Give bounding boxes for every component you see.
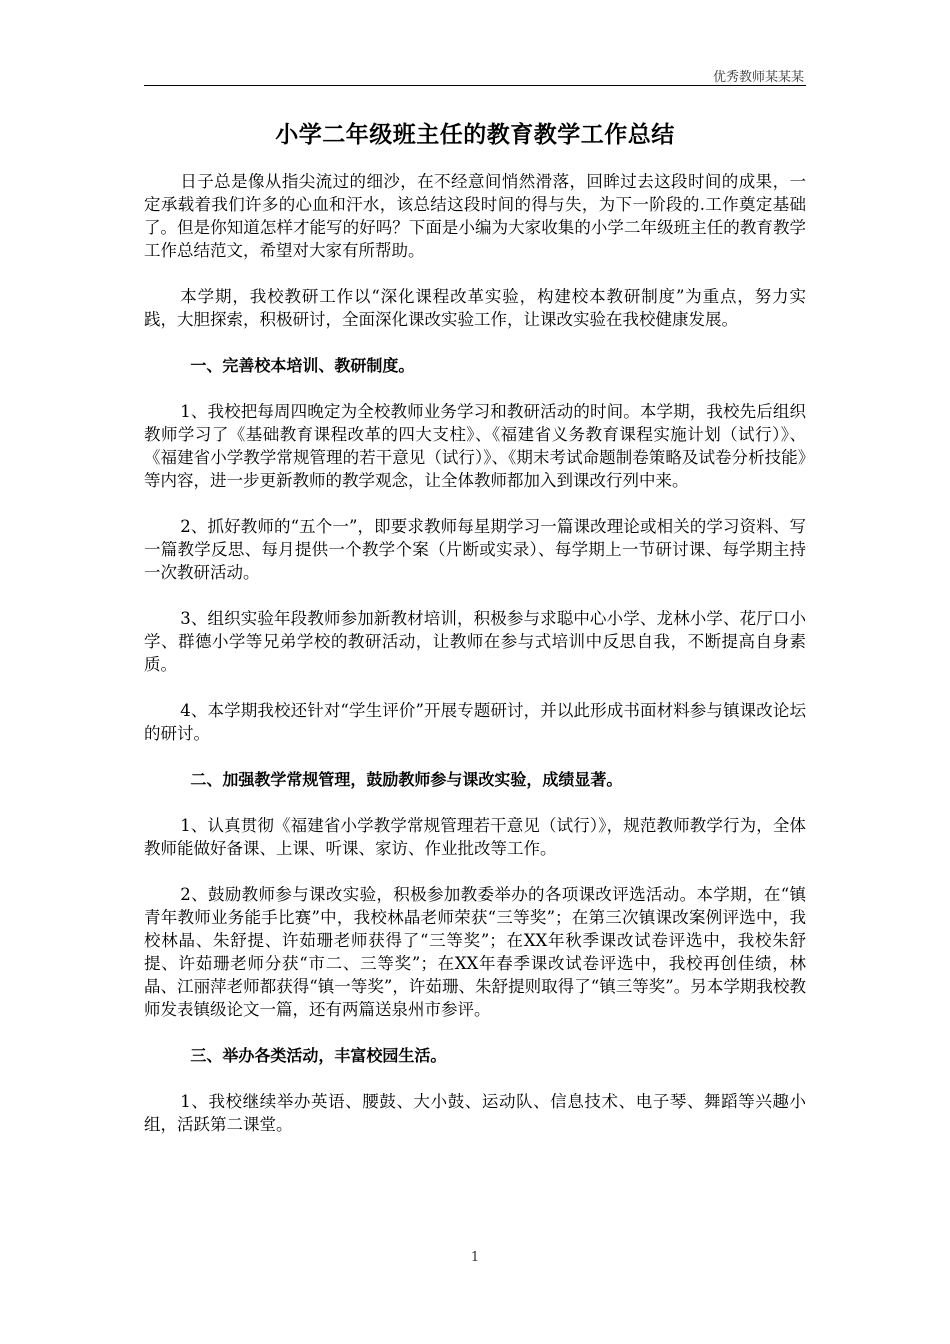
section-heading: 二、加强教学常规管理，鼓励教师参与课改实验，成绩显著。 <box>190 770 623 789</box>
body-paragraph: 3、组织实验年段教师参加新教材培训，积极参与求聪中心小学、龙林小学、花厅口小学、群德小学等兄弟学校的教研活动，让教师在参与式培训中反思自我，不断提高自身素质。 <box>144 609 806 674</box>
header-divider <box>144 85 806 86</box>
body-paragraph: 1、我校继续举办英语、腰鼓、大小鼓、运动队、信息技术、电子琴、舞蹈等兴趣小组，活跃第二课堂。 <box>144 1092 806 1134</box>
body-paragraph: 2、抓好教师的“五个一”，即要求教师每星期学习一篇课改理论或相关的学习资料、写一篇教学反思、每月提供一个教学个案（片断或实录）、每学期上一节研讨课、每学期主持一次教研活动。 <box>144 517 806 582</box>
document-body <box>144 170 806 1159</box>
section-heading: 一、完善校本培训、教研制度。 <box>190 356 415 375</box>
body-paragraph: 1、我校把每周四晚定为全校教师业务学习和教研活动的时间。本学期，我校先后组织教师学习了《基础教育课程改革的四大支柱》、《福建省义务教育课程实施计划（试行）》、《福建省小学教学常规管理的若干意见（试行）》、《期末考试命题制卷策略及试卷分析技能》等内容，进一步更新教师的教学观念，让全体教师都加入到课改行列中来。 <box>144 402 806 490</box>
page-number: 1 <box>470 1250 480 1265</box>
lead-paragraph: 本学期，我校教研工作以“深化课程改革实验，构建校本教研制度”为重点，努力实践，大胆探索，积极研讨，全面深化课改实验工作，让课改实验在我校健康发展。 <box>144 287 806 329</box>
body-paragraph: 1、认真贯彻《福建省小学教学常规管理若干意见（试行）》，规范教师教学行为，全体教师能做好备课、上课、听课、家访、作业批改等工作。 <box>144 816 806 858</box>
page-header-text: 优秀教师某某某 <box>712 70 804 85</box>
document-title: 小学二年级班主任的教育教学工作总结 <box>275 122 675 148</box>
body-paragraph: 4、本学期我校还针对“学生评价”开展专题研讨，并以此形成书面材料参与镇课改论坛的研讨。 <box>144 701 806 743</box>
body-paragraph: 2、鼓励教师参与课改实验，积极参加教委举办的各项课改评选活动。本学期，在“镇青年教师业务能手比赛”中，我校林晶老师荣获“三等奖”；在第三次镇课改案例评选中，我校林晶、朱舒提、许茹珊老师获得了“三等奖”；在XX年秋季课改试卷评选中，我校朱舒提、许茹珊老师分获“市二、三等奖”；在XX年春季课改试卷评选中，我校再创佳绩，林晶、江丽萍老师都获得“镇一等奖”，许茹珊、朱舒提则取得了“镇三等奖”。另本学期我校教师发表镇级论文一篇，还有两篇送泉州市参评。 <box>144 885 806 1019</box>
intro-paragraph: 日子总是像从指尖流过的细沙，在不经意间悄然滑落，回眸过去这段时间的成果，一定承载着我们许多的心血和汗水，该总结这段时间的得与失，为下一阶段的.工作奠定基础了。但是你知道怎样才能写的好吗？下面是小编为大家收集的小学二年级班主任的教育教学工作总结范文，希望对大家有所帮助。 <box>144 172 806 260</box>
section-heading: 三、举办各类活动，丰富校园生活。 <box>190 1046 447 1065</box>
